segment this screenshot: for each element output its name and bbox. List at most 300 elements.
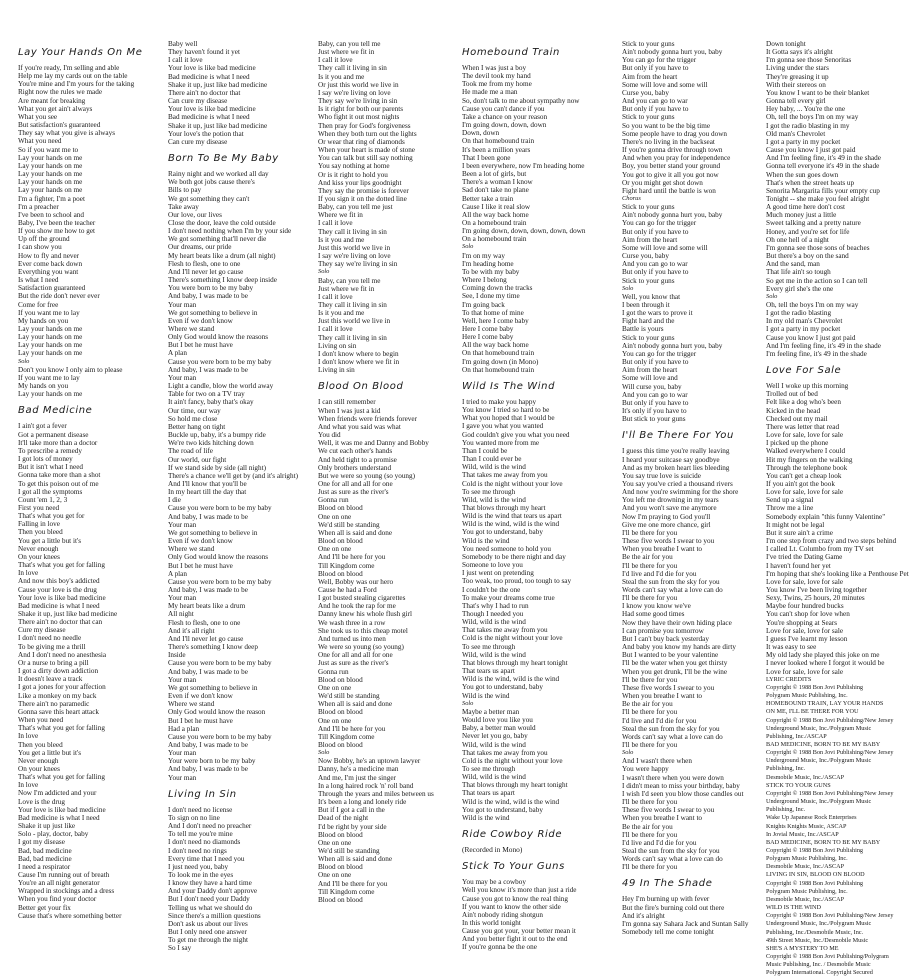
lyric-line: Well, Bobby was our hero (318, 577, 394, 586)
lyric-line: Where I belong (462, 276, 507, 285)
lyric-line: Gonna run (318, 667, 349, 676)
lyric-line: With their stereos on (766, 80, 826, 89)
lyric-line: Your love is like bad medicine (18, 593, 106, 602)
lyric-line: Don't you know I only aim to please (18, 365, 123, 374)
lyric-line: We both got jobs cause there's (168, 178, 255, 187)
lyric-line: Living on sin (318, 341, 357, 350)
lyric-line: We cut each other's hands (318, 447, 393, 456)
lyric-column-1 (18, 40, 164, 918)
lyric-line: When you need (18, 716, 64, 725)
lyric-line: Your man (168, 373, 197, 382)
lyric-line: And it's all right (168, 626, 215, 635)
song-title: Homebound Train (462, 47, 560, 58)
lyric-line: You got to give it all you got now (622, 170, 719, 179)
lyric-line: If you sign it on the dotted line (318, 194, 407, 203)
lyric-line: You were born to be my baby (168, 284, 254, 293)
lyric-line: Baby, can you tell me (318, 276, 381, 285)
lyric-line: Cause you know I just got paid (766, 333, 856, 342)
lyric-line: Somebody tell me come tonight (622, 928, 714, 937)
lyric-line: Kicked in the head (766, 406, 821, 415)
credit-line: 49th Street Music, Inc./Desmobile Music (766, 936, 869, 944)
lyric-line: Wild, wild is the wind (462, 463, 526, 472)
lyric-line: Just where we fit in (318, 284, 375, 293)
lyric-line: Cause your love is the drug (18, 585, 97, 594)
lyric-line: But only if you have to (622, 268, 689, 277)
lyric-line: Even if we don't know (168, 537, 233, 546)
song-block (622, 878, 762, 936)
lyric-line: I got busted stealing cigarettes (318, 594, 406, 603)
lyric-line: Lay your hands on me (18, 325, 83, 333)
lyric-line: Ain't nobody riding shotgun (462, 910, 543, 919)
lyric-line: I call it love (168, 56, 203, 65)
credit-line: Copyright © 1988 Bon Jovi Publishing/New Jersey (766, 749, 894, 757)
lyric-line: And I'll never let go cause (168, 267, 244, 276)
lyric-line: On a homebound train (462, 218, 527, 227)
lyric-line: On that homebound train (462, 137, 535, 146)
lyric-line: If you want me to lay (18, 373, 80, 382)
credit-line: LIVING IN SIN, BLOOD ON BLOOD (766, 871, 865, 879)
lyric-line: Only God would know the reason (168, 708, 266, 717)
lyric-line: Your love is like bad medicine (168, 64, 256, 73)
lyric-line: And I don't need no preacher (168, 822, 252, 831)
lyric-line: There's a chance we'll get by (and it's alright) (168, 471, 299, 480)
lyric-line: There ain't no doctor that can (18, 618, 103, 627)
lyric-line: Or wear that ring of diamonds (318, 137, 405, 146)
lyric-line: If you want me to lay (18, 308, 80, 317)
lyric-line: And the sand, man (766, 260, 820, 269)
lyric-line: Well, here I come baby (462, 316, 529, 325)
lyric-line: Sweet talking and a pretty nature (766, 219, 861, 228)
lyric-line: I can still remember (318, 398, 376, 407)
credit-line: Copyright © 1988 Bon Jovi Publishing/New Jersey (766, 789, 894, 797)
lyric-line: There's something I know deep inside (168, 276, 277, 285)
lyric-line: Gonna tell everyone it's 49 in the shade (766, 162, 880, 171)
lyric-line: Bad medicine is what I need (168, 113, 250, 122)
lyric-line: We'd still be standing (318, 520, 380, 529)
credit-line: Polygram Music Publishing, Inc. (766, 692, 848, 700)
lyric-line: That's when the street heats up (766, 178, 855, 187)
lyric-line: Dead of the night (318, 814, 369, 823)
lyric-line: We got something to believe in (168, 308, 258, 317)
lyric-line: I got the radio blasting (766, 309, 832, 318)
lyric-line: You can't shop for love when (766, 610, 850, 619)
lyric-line: Then you bleed (18, 528, 63, 537)
lyric-line: Stick to your guns (622, 203, 675, 212)
lyric-line: Telling us what we should do (168, 903, 253, 912)
lyric-line: One on one (318, 871, 352, 880)
lyric-line: You know I want to be their blanket (766, 88, 870, 97)
song-block (766, 40, 918, 358)
lyric-line: I picked up the phone (766, 439, 829, 448)
lyric-line: Or you might get shot down (622, 178, 703, 187)
lyric-line: Are meant for breaking (18, 96, 86, 105)
lyric-line: I don't need no license (168, 805, 233, 814)
lyric-line: In love (18, 781, 39, 790)
lyric-line: To make your dreams come true (462, 593, 555, 602)
lyric-line: To be giving me a thrill (18, 642, 86, 651)
lyric-line: You need someone to hold you (462, 544, 551, 553)
lyric-line: You wanted more from me (462, 438, 540, 447)
lyric-line: I'm going back (462, 300, 505, 309)
lyric-line: Now Bobby, he's an uptown lawyer (318, 757, 421, 766)
lyric-line: Danny, he's a medicine man (318, 765, 399, 774)
lyric-line: When you find your doctor (18, 895, 97, 904)
lyric-line: Lay your hands on me (18, 333, 83, 342)
lyric-line: And baby, I was made to be (168, 292, 248, 301)
lyric-line: You know I tried so hard to be (462, 406, 550, 415)
lyric-line: Your man (168, 300, 197, 309)
lyric-line: Solo (462, 243, 474, 251)
lyric-column-5 (622, 40, 762, 937)
lyric-line: Is it you and me (318, 72, 365, 81)
lyric-line: I don't need no diamonds (168, 838, 241, 847)
lyric-line: Well I woke up this morning (766, 382, 849, 391)
credit-line: HOMEBOUND TRAIN, LAY YOUR HANDS (766, 700, 884, 708)
lyric-line: To tell me you're mine (168, 830, 233, 839)
lyric-line: But I bet he must have (168, 716, 233, 725)
lyric-line: And baby you know my hands are dirty (622, 643, 736, 652)
lyric-line: Blood on blood (318, 740, 363, 749)
lyric-line: Bad medicine is what I need (18, 813, 100, 822)
lyric-line: Gonna tell every girl (766, 97, 826, 106)
lyric-line: You say nothing at home (318, 162, 390, 171)
lyric-line: It'll take more than a doctor (18, 438, 98, 447)
lyric-line: Blood on blood (318, 830, 363, 839)
lyric-line: The devil took my hand (462, 72, 531, 81)
lyric-line: Love is the drug (18, 797, 65, 806)
lyric-line: Now I'm addicted and your (18, 789, 97, 798)
lyric-line: Well you know it's more than just a ride (462, 886, 577, 895)
lyric-line: Can cure my disease (168, 137, 228, 146)
lyric-line: Our world, our fight (168, 455, 227, 464)
lyric-line: And baby, I was made to be (168, 365, 248, 374)
lyric-line: If you're gonna drive through town (622, 146, 723, 155)
lyric-line: I'm going down, down, down, down, down (462, 227, 586, 236)
lyric-line: Walked everywhere I could (766, 447, 846, 456)
lyric-line: On your knees (18, 552, 60, 561)
credit-line: Copyright © 1988 Bon Jovi Publishing (766, 683, 864, 691)
lyric-line: Just this world we live in (318, 243, 391, 252)
lyric-line: Buckle up, baby, it's a bumpy ride (168, 431, 266, 440)
lyric-line: And turned us into men (318, 634, 386, 643)
lyric-line: And you can go to war (622, 390, 688, 399)
lyric-line: Got a permanent disease (18, 430, 89, 439)
lyric-line: Be the air for you (622, 822, 673, 831)
lyric-line: Is what I need (18, 276, 59, 285)
credit-line: Underground Music, Inc./Polygram Music (766, 757, 872, 765)
lyric-line: Or a nurse to bring a pill (18, 658, 89, 667)
lyric-line: Well, it was me and Danny and Bobby (318, 439, 429, 448)
lyric-line: Been a lot of girls, but (462, 170, 527, 179)
lyric-line: I'd be right by your side (318, 822, 387, 831)
lyric-line: I've been to school and (18, 210, 84, 219)
lyric-line: Solo (318, 268, 330, 276)
lyric-line: Wild is the wind, wild is the wind (462, 675, 560, 684)
lyric-line: Since there's a million questions (168, 911, 261, 920)
credit-line: Publishing, Inc. (766, 765, 806, 773)
lyric-line: Fight hard until the battle is won (622, 186, 716, 195)
lyric-line: Falling in love (18, 520, 60, 529)
lyric-line: So you want to be the big time (622, 121, 711, 130)
lyric-line: Some people have to drag you down (622, 129, 727, 138)
lyric-line: You got to understand, baby (462, 805, 543, 814)
lyric-line: I say we're living on love (318, 88, 391, 97)
lyric-line: You're an all night generator (18, 879, 100, 888)
lyric-line: And now you're swimming for the shore (622, 488, 739, 497)
credit-line: Publishing, Inc./ASCAP (766, 732, 827, 740)
lyric-line: Come for free (18, 300, 59, 309)
lyric-line: When you get drunk, I'll be the wine (622, 667, 728, 676)
lyric-line: I just need you, baby (168, 862, 229, 871)
lyric-line: Cause he had a Ford (318, 586, 377, 594)
song-block (622, 430, 762, 871)
lyric-line: Your were born to be my baby (168, 757, 256, 766)
lyric-line: Bad medicine is what I need (18, 601, 100, 610)
lyric-line: I got the wars to prove it (622, 309, 693, 318)
lyric-line: Then pray for God's forgiveness (318, 121, 411, 130)
lyric-line: I know you know we've (622, 602, 691, 611)
lyric-line: Blood on blood (318, 895, 363, 904)
lyric-line: I'll be there for you (622, 798, 678, 807)
lyric-line: Just where we fit in (318, 48, 375, 57)
lyric-line: When the sun goes down (766, 170, 839, 179)
lyric-line: To look me in the eyes (168, 871, 234, 879)
lyric-line: I heard your suitcase say goodbye (622, 455, 720, 464)
lyric-line: Bad, bad medicine (18, 846, 72, 855)
song-title: Wild Is The Wind (462, 380, 556, 392)
lyric-line: You know I've been living together (766, 586, 867, 594)
lyric-line: But I bet he must have (168, 341, 233, 350)
credit-line: Polygram Music Publishing, Inc. (766, 855, 848, 863)
lyric-line: But only if you have to (622, 105, 689, 114)
lyric-line: Danny knew his whole flush girl (318, 610, 413, 619)
lyric-line: A plan (168, 349, 187, 358)
lyric-line: And baby, I was made to be (168, 586, 248, 594)
lyric-line: One on one (318, 683, 352, 692)
lyric-line: I haven't found her yet (766, 561, 831, 570)
lyric-line: Cause you can't dance if you (462, 104, 545, 113)
lyric-line: Never enough (18, 544, 59, 553)
lyric-column-2 (168, 40, 314, 953)
lyric-line: Maybe four hundred bucks (766, 602, 844, 611)
song-block (18, 405, 164, 920)
song-block (168, 789, 314, 953)
lyric-line: I just went on pretending (462, 569, 534, 578)
lyric-line: I don't know where we fit in (318, 358, 400, 367)
lyric-line: Wild, wild is the wind (462, 773, 526, 782)
lyric-line: You say you've cried a thousand rivers (622, 479, 733, 488)
lyric-line: When you breathe I want to (622, 692, 703, 701)
credit-line: Copyright © 1988 Bon Jovi Publishing (766, 879, 864, 887)
lyric-line: Stick to your guns (622, 113, 675, 122)
lyric-line: Wild is the wind (462, 691, 510, 700)
lyric-line: But stick to your guns (622, 415, 686, 424)
song-title: Blood On Blood (318, 381, 404, 393)
lyric-line: I'm feeling fine, it's 49 in the shade (766, 349, 867, 358)
lyric-line: You got to understand, baby (462, 683, 543, 692)
lyric-line: Lay your hands on me (18, 161, 83, 170)
lyric-line: Coming down the tracks (462, 284, 533, 293)
lyric-line: Oh, tell the boys I'm on my way (766, 113, 859, 122)
lyric-line: I got the radio blasting in my (766, 121, 850, 130)
lyric-line: Like a monkey on my back (18, 691, 97, 700)
lyric-line: Aim from the heart (622, 72, 678, 81)
lyric-line: Oh, tell the boys I'm on my way (766, 301, 859, 309)
lyric-line: Cause you got to know the real thing (462, 894, 568, 903)
lyric-line: There ain't no doctor that (168, 88, 241, 97)
song-block (766, 365, 918, 676)
lyric-line: But I bet he must have (168, 561, 233, 570)
lyric-line: Much money just a little (766, 211, 837, 220)
lyric-line: A good time here don't cost (766, 203, 845, 212)
lyric-line: Every girl she's the one (766, 284, 834, 293)
lyric-line: That blows through my heart tonight (462, 658, 568, 667)
lyric-line: They call it living in sin (318, 64, 387, 73)
lyric-line: Had a plan (168, 724, 200, 733)
lyric-line: On your knees (18, 764, 60, 773)
lyric-line: And me, I'm just the singer (318, 773, 396, 782)
lyric-line: Wild is the wind (462, 536, 510, 545)
lyric-line: Sexy, Twins, 25 hours, 20 minutes (766, 594, 865, 603)
lyric-line: But it sure ain't a crime (766, 528, 833, 537)
lyric-line: They say we're living in sin (318, 260, 398, 269)
lyric-line: Our time, our way (168, 406, 221, 415)
lyric-line: Wild is the wind (462, 813, 510, 822)
lyric-line: Blood on blood (318, 708, 363, 717)
lyric-line: We wash three in a row (318, 618, 386, 627)
lyric-line: Hey I'm burning up with fever (622, 895, 710, 904)
credit-line: BAD MEDICINE, BORN TO BE MY BABY (766, 838, 881, 846)
lyric-line: To see me through (462, 764, 516, 773)
lyric-line: I ain't got a fever (18, 422, 67, 431)
lyric-line: You get a little but it's (18, 536, 82, 545)
lyric-line: But only if you have to (622, 64, 689, 73)
song-title: Ride Cowboy Ride (462, 829, 563, 841)
lyric-line: She took us to this cheap motel (318, 626, 408, 635)
lyric-line: One for all and all for one (318, 651, 393, 660)
lyric-line: They're greasing it up (766, 72, 829, 81)
lyric-line: Blood on blood (318, 569, 363, 578)
lyric-line: I got all the symptoms (18, 487, 83, 496)
lyric-line: You were happy (622, 765, 669, 774)
lyric-line: Took me from my home (462, 80, 532, 89)
lyric-line: My heart beats like a drum (168, 602, 246, 611)
lyric-line: We were so young (so young) (318, 643, 404, 652)
lyric-line: I'll be there for you (622, 528, 678, 537)
credit-line: Copyright © 1988 Bon Jovi Publishing/New Jersey (766, 912, 894, 920)
credit-line: In Jovial Music, Inc./ASCAP (766, 830, 839, 838)
lyric-line: I don't need no rings (168, 846, 227, 855)
lyric-line: Ain't nobody gonna hurt you, baby (622, 48, 723, 57)
lyric-line: In love (18, 732, 39, 741)
lyric-line: Words can't say what a love can do (622, 855, 723, 864)
lyric-line: In a long haired rock 'n' roll band (318, 781, 414, 790)
lyric-line: Till Kingdom come (318, 561, 375, 570)
lyric-line: Cause I'm running out of breath (18, 871, 110, 879)
lyric-line: I'm gonna see those Senoritas (766, 56, 852, 65)
lyric-line: Checked out my mail (766, 414, 828, 423)
lyric-line: I've tried the Dating Game (766, 553, 843, 562)
lyric-line: Till Kingdom come (318, 887, 375, 896)
lyric-line: When you breathe I want to (622, 814, 703, 823)
lyric-line: Cause you were born to be my baby (168, 357, 272, 366)
lyric-line: And you can go to war (622, 260, 688, 269)
lyric-line: You can talk but still say nothing (318, 154, 413, 163)
lyric-line: Take away (168, 202, 199, 211)
song-block (168, 40, 314, 146)
song-title: Lay Your Hands On Me (18, 47, 143, 58)
lyric-line: Stick to your guns (622, 333, 675, 342)
lyric-line: Light a candle, blow the world away (168, 382, 274, 391)
lyric-line: Wild, wild is the wind (462, 740, 526, 749)
lyric-line: And it's alright (622, 911, 665, 920)
credit-line: LYRIC CREDITS (766, 675, 812, 683)
lyric-line: Now they have their own hiding place (622, 618, 732, 627)
lyric-line: But there's a boy on the sand (766, 252, 849, 261)
lyric-line: Gonna run (318, 496, 349, 505)
lyric-line: Our dreams, our pride (168, 243, 232, 252)
lyric-line: Living under the stars (766, 64, 829, 73)
lyric-column-4 (462, 40, 618, 952)
lyric-line: Cause you were born to be my baby (168, 732, 272, 741)
lyric-line: Somebody to be there night and day (462, 552, 566, 561)
lyric-line: And I'll know that you'll be (168, 479, 247, 488)
lyric-line: Lay your hands on me (18, 349, 83, 358)
lyric-line: All the way back home (462, 210, 529, 219)
lyric-line: Just this world we live in (318, 317, 391, 326)
lyric-line: That's what you get for (18, 512, 85, 521)
lyric-line: Steal the sun from the sky for you (622, 724, 720, 733)
lyric-line: Cause that's where something better (18, 911, 122, 920)
lyric-line: I wish I'd seen you blow those candles out (622, 789, 744, 798)
lyric-line: Cold is the night without your love (462, 756, 563, 765)
song-block (622, 40, 762, 423)
lyric-line: All the way back home (462, 341, 529, 350)
lyric-line: But only if you have to (622, 358, 689, 367)
lyric-line: If you're ready, I'm selling and able (18, 64, 120, 72)
lyric-line: I'll be there for you (622, 863, 678, 872)
lyric-line: When they both turn out the lights (318, 129, 417, 138)
lyric-line: He made me a man (462, 88, 518, 97)
lyric-line: And as my broken heart lies bleeding (622, 463, 730, 472)
lyric-line: Love for sale, love for sale (766, 667, 844, 676)
lyric-line: I'd live and I'd die for you (622, 569, 697, 578)
lyric-line: That blows through my heart tonight (462, 781, 568, 790)
lyric-line: Through the telephone book (766, 463, 848, 472)
lyric-line: Your man (168, 594, 197, 603)
lyric-line: But satisfaction's guaranteed (18, 121, 101, 130)
lyric-line: I guess I've learnt my lesson (766, 634, 848, 643)
lyric-line: Hit my fingers on the walking (766, 455, 853, 464)
lyric-line: Fight hard and the (622, 317, 675, 326)
lyric-line: They haven't found it yet (168, 48, 240, 57)
credit-line: Polygram International. Copyright Secured (766, 969, 873, 977)
lyric-line: Cause I like it real slow (462, 202, 531, 211)
lyric-line: I don't need nothing when I'm by your side (168, 227, 292, 236)
lyric-line: I'm hoping that she's looking like a Penthouse Pet (766, 569, 909, 578)
lyric-line: That's what you get for falling (18, 724, 105, 733)
song-title: Living In Sin (168, 788, 237, 800)
lyric-line: So, don't talk to me about sympathy now (462, 96, 580, 105)
lyric-line: And I'll be there for you (318, 879, 388, 888)
lyric-line: Solo (318, 749, 330, 757)
lyric-line: Words can't say what a love can do (622, 732, 723, 741)
lyric-line: I tried to make you happy (462, 397, 537, 406)
lyric-line: Flesh to flesh, one to one (168, 259, 241, 268)
lyric-line: Never let you go, baby (462, 732, 528, 741)
lyric-line: I didn't mean to miss your birthday, baby (622, 781, 740, 790)
lyric-line: What you need (18, 137, 62, 146)
